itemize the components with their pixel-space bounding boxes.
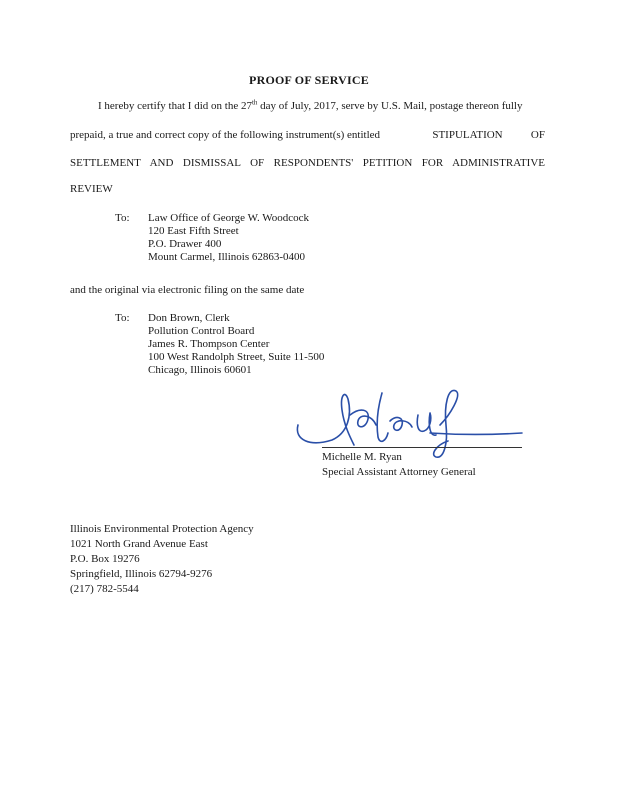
certify-text-pre: I hereby certify that I did on the 27 (98, 100, 252, 112)
certify-text-post: day of July, 2017, serve by U.S. Mail, postage thereon fully (257, 100, 523, 112)
agency-line: P.O. Box 19276 (70, 553, 140, 565)
certify-line-2-text: prepaid, a true and correct copy of the following instrument(s) entitled (70, 129, 381, 141)
agency-line: Illinois Environmental Protection Agency (70, 523, 254, 535)
address-line: James R. Thompson Center (148, 338, 270, 350)
agency-line: (217) 782-5544 (70, 583, 139, 595)
address-line: 120 East Fifth Street (148, 225, 239, 237)
agency-line: 1021 North Grand Avenue East (70, 538, 208, 550)
certify-line-2 (70, 129, 545, 142)
agency-address (70, 522, 254, 597)
certify-line-3: SETTLEMENT AND DISMISSAL OF RESPONDENTS' PETITION FOR ADMINISTRATIVE (70, 157, 545, 169)
signer-name: Michelle M. Ryan (322, 451, 402, 463)
certify-line-4: REVIEW (70, 183, 113, 195)
address-line: 100 West Randolph Street, Suite 11-500 (148, 351, 325, 363)
original-filing-line: and the original via electronic filing on the same date (70, 284, 305, 296)
address-line: Law Office of George W. Woodcock (148, 212, 310, 224)
certify-line-2-of: OF (530, 129, 545, 141)
address-line: Mount Carmel, Illinois 62863-0400 (148, 251, 306, 263)
signer-title: Special Assistant Attorney General (322, 466, 476, 478)
certify-line-2-stipulation: STIPULATION (432, 129, 503, 141)
agency-line: Springfield, Illinois 62794-9276 (70, 568, 213, 580)
recipient-address-2 (148, 312, 324, 377)
address-line: Chicago, Illinois 60601 (148, 364, 252, 376)
ordinal-suffix: th (251, 98, 258, 107)
signature-line (322, 447, 522, 448)
address-line: Pollution Control Board (148, 325, 255, 337)
address-line: P.O. Drawer 400 (148, 238, 222, 250)
to-label-1: To: (115, 212, 130, 224)
recipient-address-1 (148, 212, 309, 264)
to-label-2: To: (115, 312, 130, 324)
document-title: PROOF OF SERVICE (249, 73, 369, 87)
address-line: Don Brown, Clerk (148, 312, 230, 324)
certify-line-1 (98, 100, 522, 113)
